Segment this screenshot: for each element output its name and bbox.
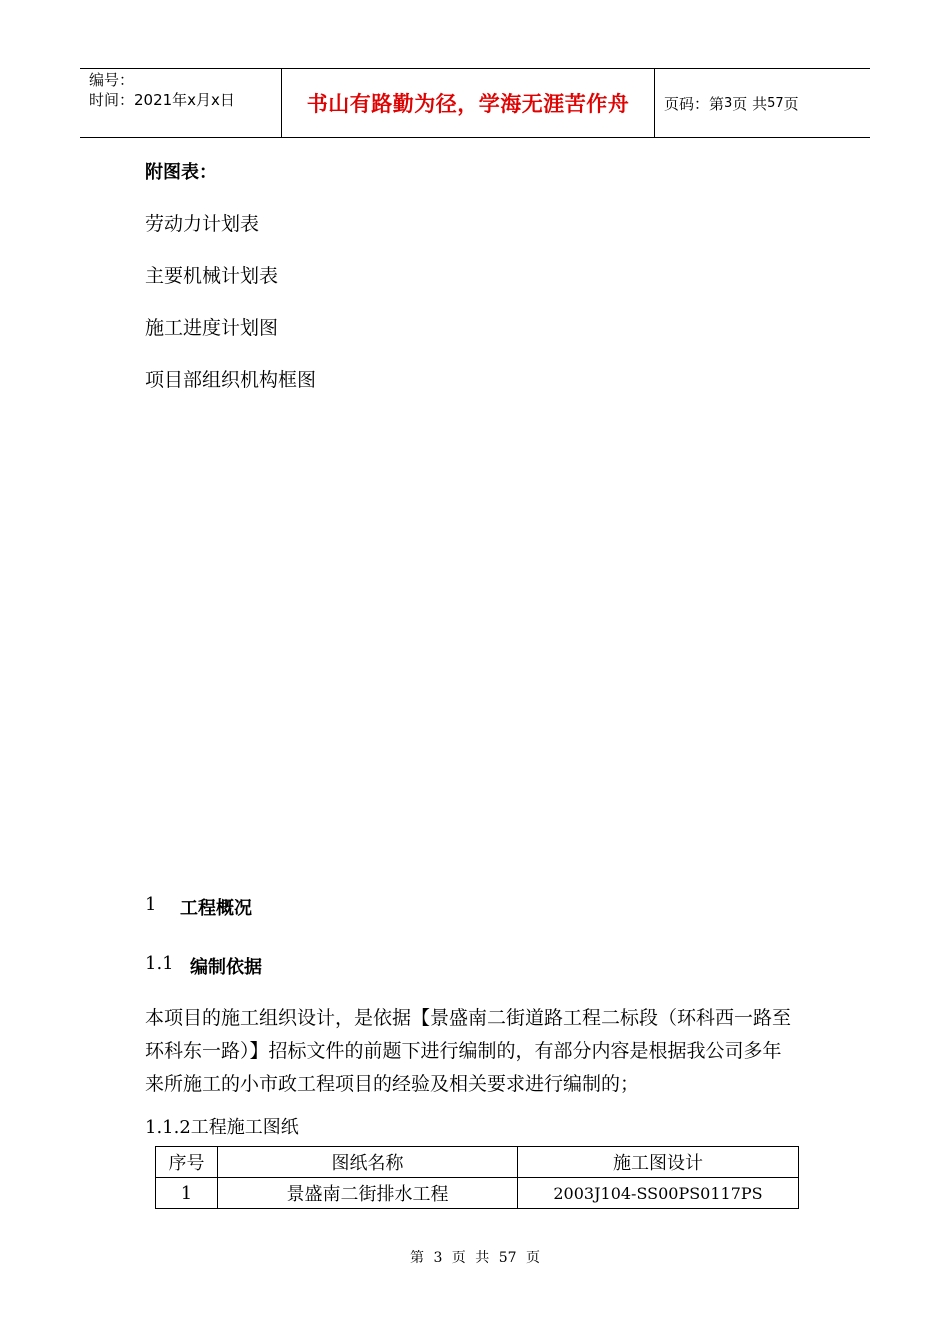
appendix-item: 劳动力计划表 [145,213,260,235]
table-row [156,1178,799,1209]
table-cell: 1 [156,1178,218,1209]
page-suffix: 页 [783,94,799,113]
table-cell: 景盛南二街排水工程 [218,1178,518,1209]
paragraph-line: 来所施工的小市政工程项目的经验及相关要求进行编制的； [145,1073,640,1095]
paragraph-line: 环科东一路）】招标文件的前题下进行编制的，有部分内容是根据我公司多年 [145,1040,782,1062]
page-total: 57 [767,95,784,111]
page-header [80,68,870,138]
header-divider-right [654,69,655,137]
page-number: 3 [724,95,733,111]
paragraph-line: 本项目的施工组织设计，是依据【景盛南二街道路工程二标段（环科西一路至 [145,1007,792,1029]
table-header-row [156,1147,799,1178]
page-mid: 页 共 [732,94,768,113]
table-header-cell: 序号 [156,1147,218,1178]
section-1-number: 1 [145,894,157,915]
section-1-1-number: 1.1 [145,953,174,974]
section-1-1-title: 编制依据 [190,957,262,978]
header-page-info [664,69,799,137]
appendix-item: 项目部组织机构框图 [145,369,317,391]
header-motto: 书山有路勤为径，学海无涯苦作舟 [306,92,630,116]
document-time-label: 时间：2021年x月x日 [89,91,235,109]
appendix-title: 附图表： [145,162,217,183]
table-cell: 2003J104-SS00PS0117PS [518,1178,799,1209]
body-paragraph [145,1002,825,1101]
appendix-item: 施工进度计划图 [145,317,279,339]
table-header-cell: 图纸名称 [218,1147,518,1178]
document-number-label: 编号： [89,71,135,89]
appendix-item: 主要机械计划表 [145,265,279,287]
table-header-cell: 施工图设计 [518,1147,799,1178]
drawings-table [155,1146,799,1209]
page-prefix: 页码：第 [664,94,725,113]
subsection-title: 1.1.2工程施工图纸 [145,1117,299,1138]
section-1-title: 工程概况 [180,898,252,919]
page-footer: 第 3 页 共 57 页 [410,1250,540,1266]
header-meta [89,70,235,110]
